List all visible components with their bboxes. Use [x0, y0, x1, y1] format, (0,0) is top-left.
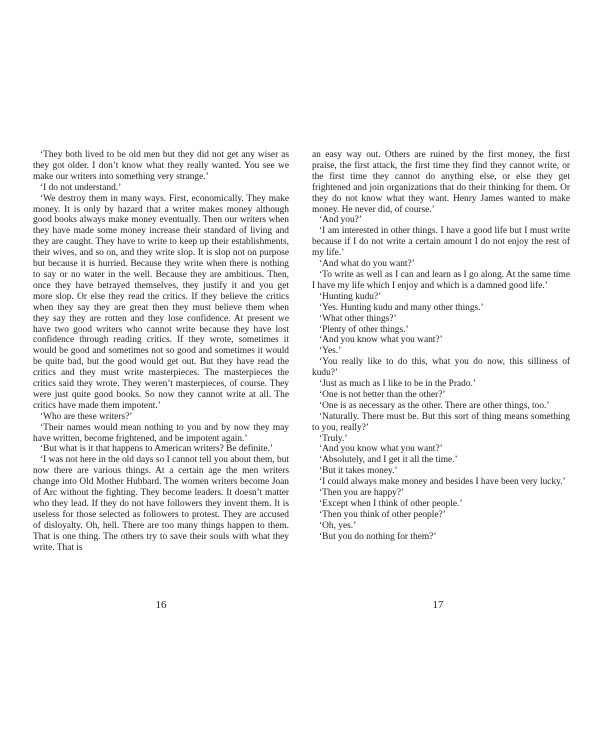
paragraph: ‘Naturally. There must be. But this sort of thing means something to you, really?’ [312, 411, 570, 433]
paragraph: ‘And you know what you want?’ [319, 444, 443, 455]
left-page-text [33, 150, 289, 554]
paragraph: ‘Their names would mean nothing to you and by now they may have written, become frightened, and be impotent again.’ [33, 422, 289, 444]
paragraph: ‘I am interested in other things. I have a good life but I must write because if I do not write a certain amount I do not enjoy the rest of my life.’ [312, 226, 570, 259]
paragraph: ‘Then you think of other people?’ [319, 509, 446, 520]
paragraph: ‘But what is it that happens to American writers? Be definite.’ [40, 444, 274, 455]
paragraph: ‘You really like to do this, what you do now, this silliness of kudu?’ [312, 357, 570, 379]
paragraph: ‘One is not better than the other?’ [319, 389, 446, 400]
paragraph: ‘Yes.’ [319, 346, 342, 357]
paragraph: ‘Then you are happy?’ [319, 488, 405, 499]
paragraph: ‘Oh, yes.’ [319, 520, 357, 531]
right-page-text [312, 150, 570, 543]
paragraph: ‘Absolutely, and I get it all the time.’ [319, 455, 458, 466]
paragraph: ‘They both lived to be old men but they did not get any wiser as they got older. I don’t know what they really wanted. You see we make our writers into something very strange.’ [33, 150, 289, 182]
paragraph: ‘To write as well as I can and learn as I go along. At the same time I have my life which I enjoy and which is a damned good life.’ [312, 269, 570, 291]
page-number: 16 [155, 599, 167, 611]
paragraph: ‘Just as much as I like to be in the Prado.’ [319, 379, 476, 390]
paragraph: ‘And what do you want?’ [319, 259, 415, 270]
paragraph: ‘Who are these writers?’ [40, 411, 133, 422]
paragraph: ‘And you?’ [319, 215, 362, 226]
paragraph: ‘I could always make money and besides I have been very lucky.’ [319, 477, 566, 488]
paragraph: ‘But it takes money.’ [319, 466, 398, 477]
paragraph: ‘Truly.’ [319, 433, 348, 444]
paragraph: ‘I was not here in the old days so I cannot tell you about them, but now there are various things. At a certain age the men writers change into Old Mother Hubbard. The women writers become Joan of Arc without the fighting. They become leaders. It doesn’t matter who they lead. If they do not have followers they invent them. It is useless for those selected as followers to protest. They are accused of disloyalty. Oh, hell. There are too many things happen to them. That is one thing. The others try to save their souls with what they write. That is [33, 455, 289, 553]
paragraph: ‘Plenty of other things.’ [319, 324, 409, 335]
paragraph: ‘Hunting kudu?’ [319, 291, 382, 302]
paragraph: ‘Yes. Hunting kudu and many other things.’ [319, 302, 484, 313]
paragraph-continued: an easy way out. Others are ruined by the first money, the first praise, the first attack, the first time they find they cannot write, or the first time they cannot do anything else, or else they get frightened and join organizations that do their thinking for them. Or they do not know what they want. Henry James wanted to make money. He never did, of course.’ [312, 150, 570, 215]
paragraph: ‘What other things?’ [319, 313, 397, 324]
paragraph: ‘One is as necessary as the other. There are other things, too.’ [319, 400, 550, 411]
right-page [300, 0, 600, 750]
page-number: 17 [432, 599, 444, 611]
paragraph: ‘And you know what you want?’ [319, 335, 443, 346]
paragraph: ‘We destroy them in many ways. First, economically. They make money. It is only by hazard that a writer makes money although good books always make money eventually. Then our writers when they have made some money increase their standard of living and they are caught. They have to write to keep up their establishments, their wives, and so on, and they write slop. It is slop not on purpose but because it is hurried. Because they write when there is nothing to say or no water in the well. Because they are ambitious. Then, once they have betrayed themselves, they justify it and you get more slop. Or else they read the critics. If they believe the critics when they say they are great then they must believe them when they say they are rotten and they lose confidence. At present we have two good writers who cannot write because they have lost confidence through reading critics. If they wrote, sometimes it would be good and sometimes not so good and sometimes it would be quite bad, but the good would get out. But they have read the critics and they must write masterpieces. The masterpieces the critics said they wrote. They weren’t masterpieces, of course. They were just quite good books. So now they cannot write at all. The critics have made them impotent.’ [33, 193, 289, 411]
paragraph: ‘Except when I think of other people.’ [319, 499, 463, 509]
paragraph: ‘I do not understand.’ [40, 182, 122, 193]
paragraph: ‘But you do nothing for them?’ [319, 531, 437, 542]
